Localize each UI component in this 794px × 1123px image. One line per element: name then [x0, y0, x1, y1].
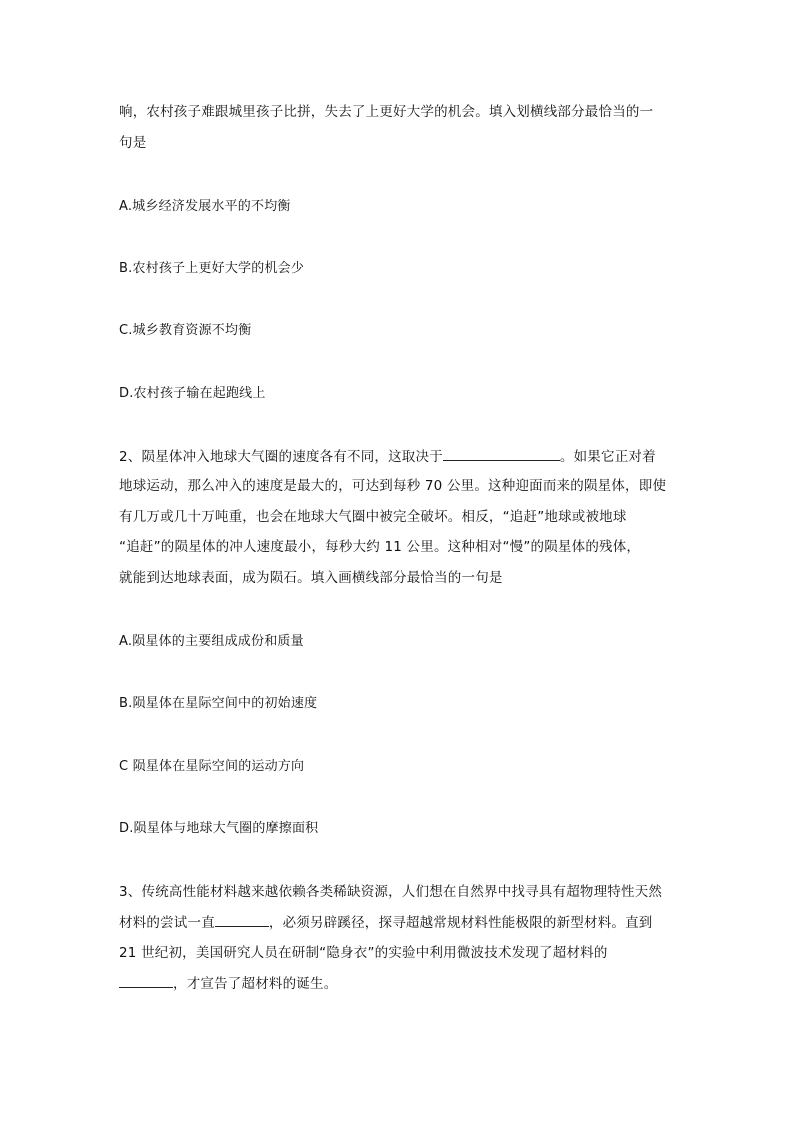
q2-option-a: A.陨星体的主要组成成份和质量: [119, 634, 304, 649]
q3-answer-blank-1: [215, 912, 269, 927]
q3-stem-line-1: 3、传统高性能材料越来越依赖各类稀缺资源，人们想在自然界中找寻具有超物理特性天然: [119, 884, 663, 900]
q2-stem-line-2: 地球运动，那么冲入的速度是最大的，可达到每秒 70 公里。这种迎面而来的陨星体，即使: [119, 478, 667, 494]
q1-stem-line-2: 句是: [119, 135, 147, 151]
q2-stem-line-5: 就能到达地球表面，成为陨石。填入画横线部分最恰当的一句是: [119, 570, 503, 586]
q3-answer-blank-2: [119, 973, 173, 988]
q3-stem-line-2: [119, 912, 653, 933]
q3-stem-text-before-blank-1: 材料的尝试一直: [119, 915, 215, 931]
q1-stem-line-1: 响，农村孩子难跟城里孩子比拼，失去了上更好大学的机会。填入划横线部分最恰当的一: [119, 104, 654, 120]
q2-stem-text-before-blank: 2、陨星体冲入地球大气圈的速度各有不同，这取决于: [119, 449, 443, 465]
q2-stem-line-4: “追赶”的陨星体的冲人速度最小，每秒大约 11 公里。这种相对“慢”的陨星体的残体，: [119, 539, 641, 555]
q2-stem-line-1: [119, 446, 656, 467]
q2-option-c: C 陨星体在星际空间的运动方向: [119, 759, 305, 774]
q3-stem-line-4: [119, 973, 337, 994]
q3-stem-text-after-blank-1: ，必须另辟蹊径，探寻超越常规材料性能极限的新型材料。直到: [268, 915, 653, 931]
q3-stem-line-3: 21 世纪初，美国研究人员在研制“隐身衣”的实验中利用微波技术发现了超材料的: [119, 945, 608, 961]
q2-stem-text-after-blank: 。如果它正对着: [559, 449, 656, 465]
q2-stem-line-3: 有几万或几十万吨重，也会在地球大气圈中被完全破坏。相反，“追赶”地球或被地球: [119, 509, 627, 525]
q1-option-b: B.农村孩子上更好大学的机会少: [119, 261, 305, 276]
q2-option-b: B.陨星体在星际空间中的初始速度: [119, 696, 318, 711]
q2-answer-blank: [443, 446, 560, 461]
q1-option-c: C.城乡教育资源不均衡: [119, 323, 252, 338]
q2-option-d: D.陨星体与地球大气圈的摩擦面积: [119, 821, 319, 836]
q3-stem-text-after-blank-2: ，才宣告了超材料的诞生。: [173, 976, 338, 992]
q1-option-d: D.农村孩子输在起跑线上: [119, 386, 266, 401]
q1-option-a: A.城乡经济发展水平的不均衡: [119, 199, 291, 214]
